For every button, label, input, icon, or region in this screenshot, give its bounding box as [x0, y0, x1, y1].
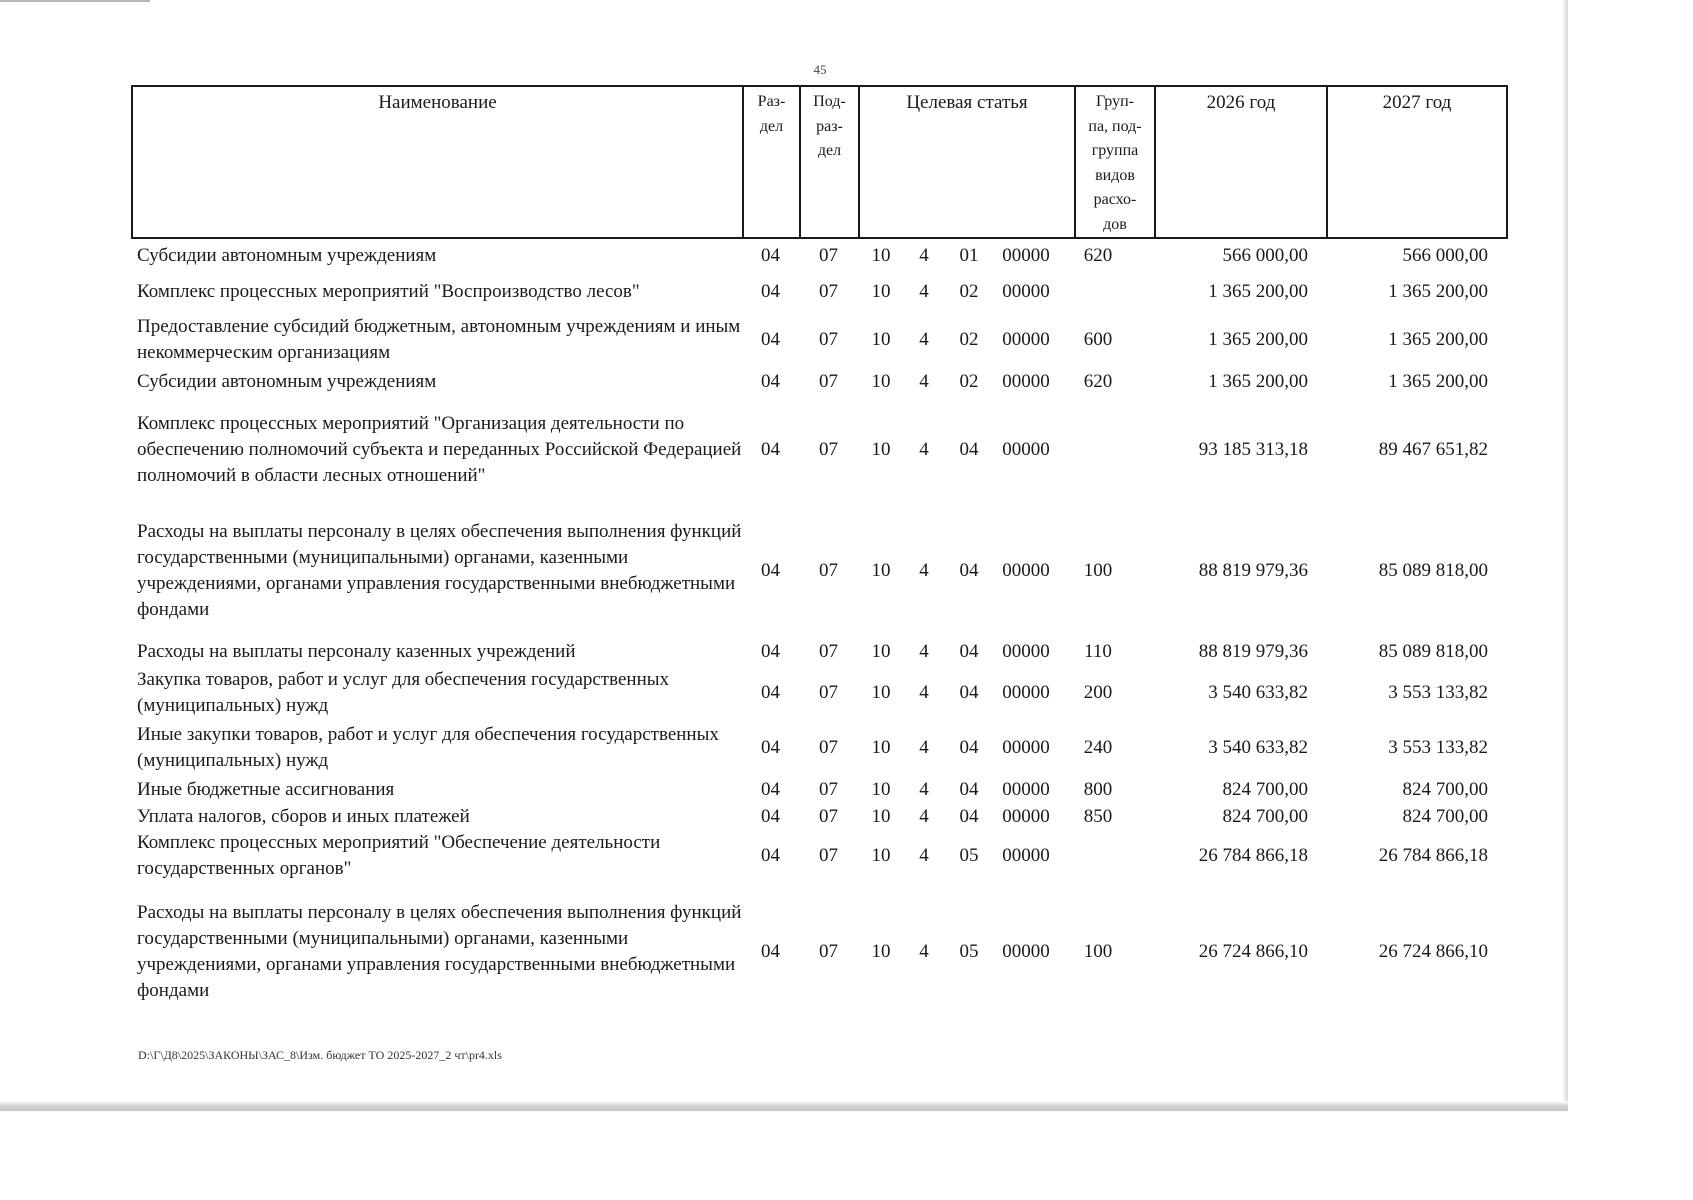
cell-expense-group: 600: [1083, 329, 1113, 350]
cell-target-program: 10: [871, 682, 891, 703]
cell-name: Субсидии автономным учреждениям: [137, 245, 437, 266]
cell-target-complex: 05: [959, 940, 979, 962]
cell-expense-group: 100: [1083, 940, 1113, 962]
header-group: [1075, 86, 1155, 238]
cell-target-type: 4: [919, 245, 929, 266]
cell-amount-2026: 26 784 866,18: [1198, 845, 1308, 866]
cell-target-complex: 02: [959, 280, 979, 302]
cell-target-type: 4: [919, 682, 929, 703]
cell-razdel: 04: [761, 737, 780, 758]
cell-target-complex: 05: [959, 845, 979, 866]
cell-podrazdel: 07: [819, 778, 838, 800]
cell-target-direction: 00000: [1002, 778, 1050, 800]
cell-expense-group: 800: [1083, 778, 1113, 800]
cell-target-complex: 01: [959, 245, 979, 266]
cell-podrazdel: 07: [819, 245, 838, 266]
cell-expense-group: 200: [1083, 682, 1113, 703]
table-header: [131, 85, 1508, 239]
cell-amount-2026: 3 540 633,82: [1208, 737, 1308, 758]
cell-razdel: 04: [761, 940, 780, 962]
cell-target-type: 4: [919, 370, 929, 392]
header-group-line: расхо-: [1093, 191, 1137, 208]
cell-target-complex: 02: [959, 329, 979, 350]
cell-target-type: 4: [919, 329, 929, 350]
cell-amount-2027: 3 553 133,82: [1388, 737, 1488, 758]
cell-name: Уплата налогов, сборов и иных платежей: [137, 805, 470, 827]
cell-target-program: 10: [871, 245, 891, 266]
cell-target-program: 10: [871, 778, 891, 800]
header-year-2026: 2026 год: [1155, 86, 1327, 238]
cell-podrazdel: 07: [819, 560, 838, 581]
cell-target-direction: 00000: [1002, 805, 1050, 827]
cell-expense-group: 620: [1083, 370, 1113, 392]
cell-target-direction: 00000: [1002, 438, 1050, 460]
cell-razdel: 04: [761, 438, 780, 460]
cell-target-program: 10: [871, 940, 891, 962]
header-target-article: Целевая статья: [859, 86, 1075, 238]
cell-target-direction: 00000: [1002, 245, 1050, 266]
cell-target-complex: 04: [959, 737, 979, 758]
cell-name: Комплекс процессных мероприятий "Воспроизводство лесов": [137, 280, 640, 302]
cell-target-type: 4: [919, 641, 929, 662]
cell-name: Субсидии автономным учреждениям: [137, 370, 437, 392]
header-group-line: дов: [1103, 215, 1127, 233]
cell-amount-2027: 824 700,00: [1402, 778, 1488, 800]
cell-podrazdel: 07: [819, 329, 838, 350]
header-podrazdel-line: Под-: [813, 93, 846, 110]
cell-target-type: 4: [919, 280, 929, 302]
cell-target-type: 4: [919, 845, 929, 866]
header-group-line: группа: [1091, 142, 1139, 159]
header-group-line: па, под-: [1088, 117, 1142, 135]
cell-name: Комплекс процессных мероприятий "Организация деятельности по обеспечению полномочий субъекта и переданных Российской Федерацией полномочий в области лесных отношений": [137, 412, 742, 486]
cell-amount-2026: 824 700,00: [1222, 805, 1308, 827]
cell-target-complex: 04: [959, 778, 979, 800]
cell-name: Закупка товаров, работ и услуг для обеспечения государственных (муниципальных) нужд: [137, 669, 670, 716]
cell-target-direction: 00000: [1002, 329, 1050, 350]
cell-target-program: 10: [871, 641, 891, 662]
cell-amount-2026: 566 000,00: [1222, 245, 1308, 266]
cell-target-direction: 00000: [1002, 940, 1050, 962]
cell-target-complex: 02: [959, 370, 979, 392]
header-razdel-line: Раз-: [757, 93, 786, 110]
cell-target-direction: 00000: [1002, 370, 1050, 392]
header-year-2027: 2027 год: [1327, 86, 1507, 238]
cell-expense-group: 850: [1083, 805, 1113, 827]
cell-podrazdel: 07: [819, 737, 838, 758]
cell-target-type: 4: [919, 560, 929, 581]
cell-amount-2026: 88 819 979,36: [1198, 560, 1308, 581]
cell-podrazdel: 07: [819, 370, 838, 392]
cell-razdel: 04: [761, 805, 780, 827]
page-number: 45: [813, 62, 827, 77]
cell-razdel: 04: [761, 641, 780, 662]
cell-target-program: 10: [871, 805, 891, 827]
cell-amount-2026: 88 819 979,36: [1198, 641, 1308, 662]
cell-podrazdel: 07: [819, 682, 838, 703]
cell-razdel: 04: [761, 280, 780, 302]
cell-amount-2026: 26 724 866,10: [1198, 940, 1308, 962]
cell-expense-group: 110: [1084, 641, 1112, 662]
cell-amount-2027: 85 089 818,00: [1378, 641, 1488, 662]
cell-amount-2027: 1 365 200,00: [1388, 370, 1488, 392]
cell-target-type: 4: [919, 940, 929, 962]
cell-amount-2027: 3 553 133,82: [1388, 682, 1488, 703]
cell-target-direction: 00000: [1002, 845, 1050, 866]
cell-target-type: 4: [919, 438, 929, 460]
cell-amount-2026: 93 185 313,18: [1198, 438, 1308, 460]
cell-target-direction: 00000: [1002, 560, 1050, 581]
cell-podrazdel: 07: [819, 805, 838, 827]
cell-amount-2026: 1 365 200,00: [1208, 370, 1308, 392]
cell-expense-group: 240: [1083, 737, 1113, 758]
cell-target-complex: 04: [959, 682, 979, 703]
cell-name: Комплекс процессных мероприятий "Обеспечение деятельности государственных органов": [137, 832, 661, 879]
cell-amount-2027: 566 000,00: [1402, 245, 1488, 266]
cell-expense-group: 620: [1083, 245, 1113, 266]
cell-amount-2026: 3 540 633,82: [1208, 682, 1308, 703]
scan-edge-top: [0, 0, 150, 2]
cell-target-program: 10: [871, 560, 891, 581]
cell-amount-2027: 85 089 818,00: [1378, 560, 1488, 581]
cell-razdel: 04: [761, 245, 780, 266]
scan-edge-right: [1562, 0, 1568, 1111]
cell-razdel: 04: [761, 329, 780, 350]
scan-edge-bottom: [0, 1101, 1568, 1111]
cell-podrazdel: 07: [819, 438, 838, 460]
cell-target-program: 10: [871, 737, 891, 758]
cell-podrazdel: 07: [819, 280, 838, 302]
cell-podrazdel: 07: [819, 940, 838, 962]
cell-target-program: 10: [871, 438, 891, 460]
header-razdel-line: дел: [759, 117, 784, 135]
cell-amount-2027: 1 365 200,00: [1388, 280, 1488, 302]
cell-amount-2027: 26 724 866,10: [1378, 940, 1488, 962]
cell-target-type: 4: [919, 737, 929, 758]
header-group-line: Груп-: [1096, 93, 1134, 110]
footer-file-path: D:\Г\Д8\2025\ЗАКОНЫ\ЗАС_8\Изм. бюджет ТО 2025-2027_2 чт\pr4.xls: [138, 1048, 502, 1062]
header-podrazdel-line: раз-: [816, 117, 843, 135]
cell-amount-2027: 89 467 651,82: [1378, 438, 1488, 460]
cell-razdel: 04: [761, 560, 780, 581]
cell-target-complex: 04: [959, 641, 979, 662]
cell-name: Расходы на выплаты персоналу казенных учреждений: [137, 641, 576, 662]
cell-target-complex: 04: [959, 560, 979, 581]
cell-target-direction: 00000: [1002, 641, 1050, 662]
cell-amount-2027: 824 700,00: [1402, 805, 1488, 827]
cell-amount-2026: 824 700,00: [1222, 778, 1308, 800]
cell-target-direction: 00000: [1002, 280, 1050, 302]
cell-target-program: 10: [871, 845, 891, 866]
cell-razdel: 04: [761, 682, 780, 703]
cell-amount-2026: 1 365 200,00: [1208, 280, 1308, 302]
cell-name: Иные закупки товаров, работ и услуг для обеспечения государственных (муниципальных) нужд: [137, 724, 719, 771]
cell-target-program: 10: [871, 370, 891, 392]
cell-target-direction: 00000: [1002, 737, 1050, 758]
cell-razdel: 04: [761, 370, 780, 392]
header-podrazdel: [800, 86, 859, 238]
header-podrazdel-line: дел: [817, 142, 842, 159]
cell-target-program: 10: [871, 329, 891, 350]
cell-target-complex: 04: [959, 805, 979, 827]
cell-target-direction: 00000: [1002, 682, 1050, 703]
cell-expense-group: 100: [1083, 560, 1113, 581]
cell-podrazdel: 07: [819, 845, 838, 866]
cell-amount-2026: 1 365 200,00: [1208, 329, 1308, 350]
header-group-line: видов: [1095, 166, 1135, 184]
cell-name: Иные бюджетные ассигнования: [137, 778, 395, 800]
cell-name: Предоставление субсидий бюджетным, автономным учреждениям и иным некоммерческим организациям: [137, 316, 741, 363]
cell-target-type: 4: [919, 805, 929, 827]
cell-podrazdel: 07: [819, 641, 838, 662]
table-body: [131, 241, 1508, 1021]
cell-razdel: 04: [761, 845, 780, 866]
cell-amount-2027: 1 365 200,00: [1388, 329, 1488, 350]
header-razdel: [743, 86, 800, 238]
cell-amount-2027: 26 784 866,18: [1378, 845, 1488, 866]
cell-target-program: 10: [871, 280, 891, 302]
cell-target-complex: 04: [959, 438, 979, 460]
cell-target-type: 4: [919, 778, 929, 800]
cell-name: Расходы на выплаты персоналу в целях обеспечения выполнения функций государственными (муниципальными) органами, казенными учреждениями, органами управления государственными внебюджетными фондами: [137, 901, 742, 1001]
cell-name: Расходы на выплаты персоналу в целях обеспечения выполнения функций государственными (муниципальными) органами, казенными учреждениями, органами управления государственными внебюджетными фондами: [137, 521, 742, 620]
cell-razdel: 04: [761, 778, 780, 800]
header-name: Наименование: [132, 86, 743, 238]
